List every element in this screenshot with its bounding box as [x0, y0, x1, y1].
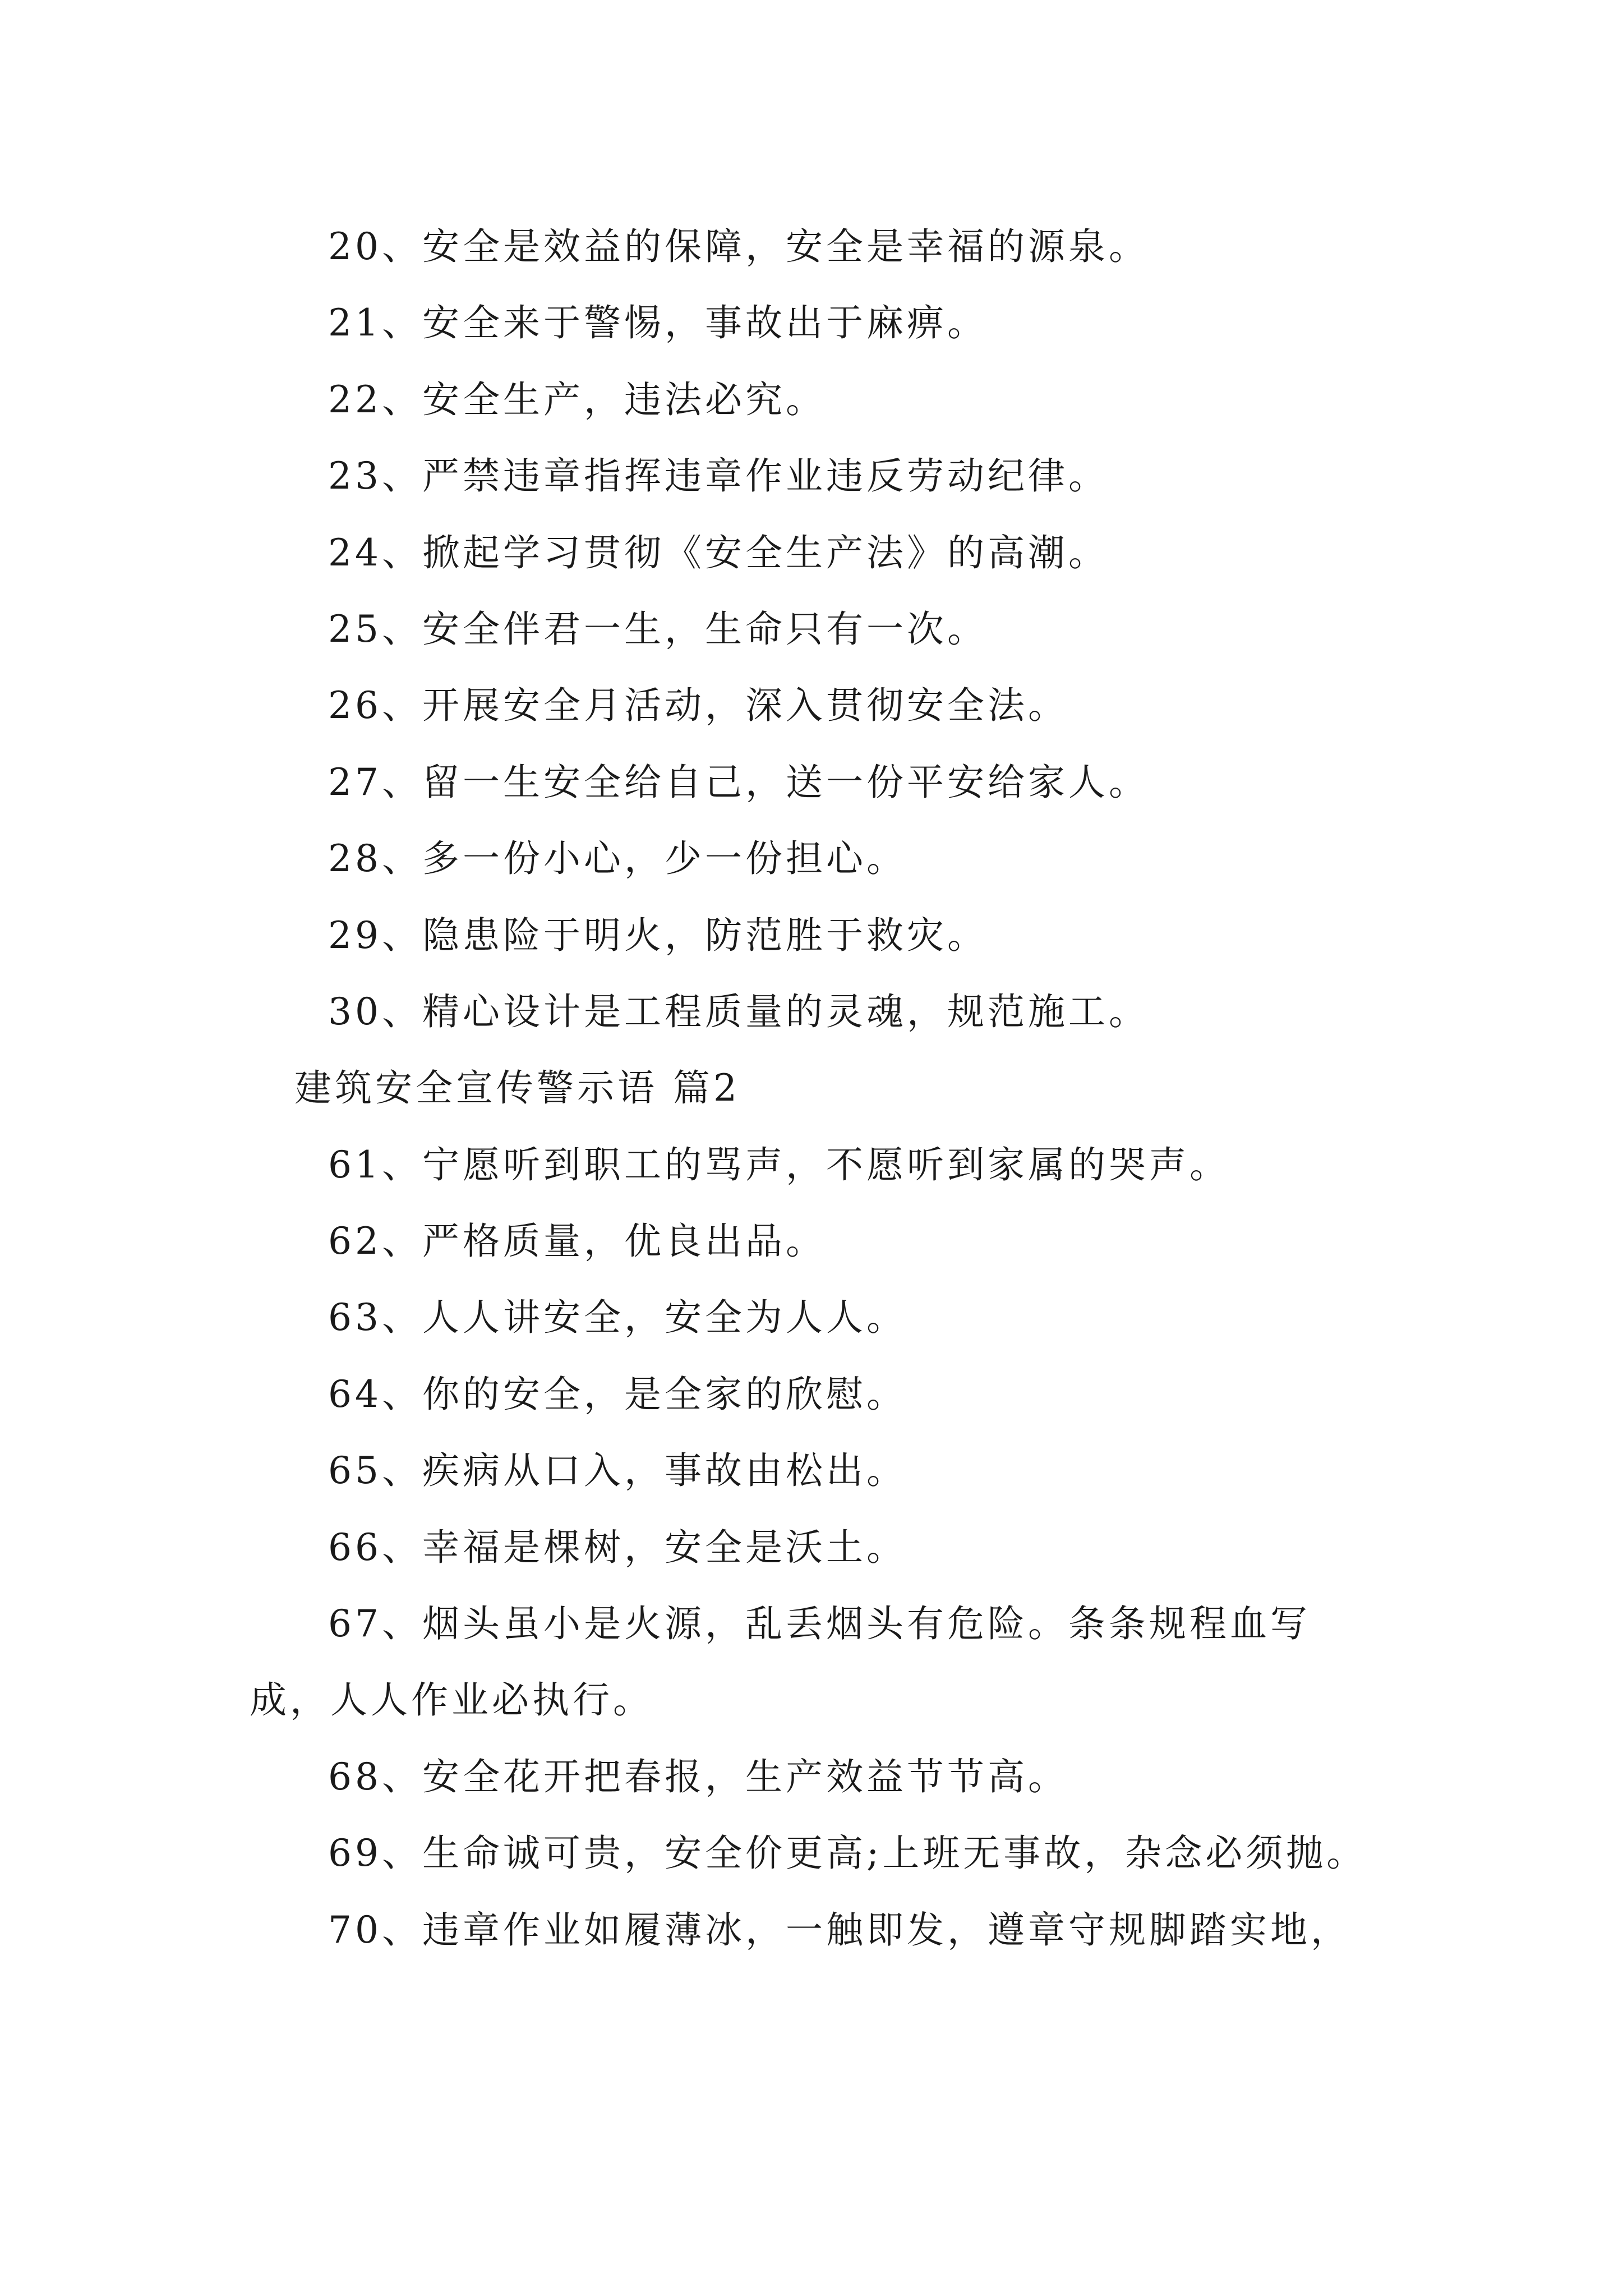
slogan-line: 62、严格质量，优良出品。 [328, 1220, 826, 1263]
slogan-line: 23、严禁违章指挥违章作业违反劳动纪律。 [328, 454, 1109, 498]
slogan-line: 21、安全来于警惕，事故出于麻痹。 [328, 301, 988, 345]
slogan-line: 65、疾病从口入，事故由松出。 [328, 1449, 907, 1493]
slogan-line: 29、隐患险于明火，防范胜于救灾。 [328, 913, 988, 957]
document-body [250, 209, 1382, 1968]
slogan-line: 24、掀起学习贯彻《安全生产法》的高潮。 [328, 531, 1109, 574]
slogan-line: 25、安全伴君一生，生命只有一次。 [328, 607, 988, 651]
slogan-line: 66、幸福是棵树，安全是沃土。 [328, 1525, 907, 1569]
slogan-line: 22、安全生产，违法必究。 [328, 378, 826, 421]
slogan-line: 61、宁愿听到职工的骂声，不愿听到家属的哭声。 [328, 1143, 1230, 1186]
section-title: 建筑安全宣传警示语 篇2 [294, 1066, 740, 1110]
slogan-paragraph: 69、生命诚可贵，安全价更高;上班无事故，杂念必须抛。 [328, 1832, 1367, 1875]
slogan-line: 28、多一份小心，少一份担心。 [328, 837, 907, 881]
slogan-line: 30、精心设计是工程质量的灵魂，规范施工。 [328, 990, 1149, 1033]
slogan-line: 64、你的安全，是全家的欣慰。 [328, 1372, 907, 1416]
slogan-line: 27、留一生安全给自己，送一份平安给家人。 [328, 760, 1149, 804]
slogan-line: 70、违章作业如履薄冰，一触即发，遵章守规脚踏实地， [328, 1908, 1351, 1952]
slogan-paragraph: 67、烟头虽小是火源，乱丢烟头有危险。条条规程血写成，人人作业必执行。 [250, 1602, 1311, 1722]
slogan-line: 20、安全是效益的保障，安全是幸福的源泉。 [328, 225, 1149, 268]
slogan-line: 63、人人讲安全，安全为人人。 [328, 1296, 907, 1340]
slogan-line: 26、开展安全月活动，深入贯彻安全法。 [328, 684, 1068, 728]
slogan-line: 68、安全花开把春报，生产效益节节高。 [328, 1755, 1068, 1798]
